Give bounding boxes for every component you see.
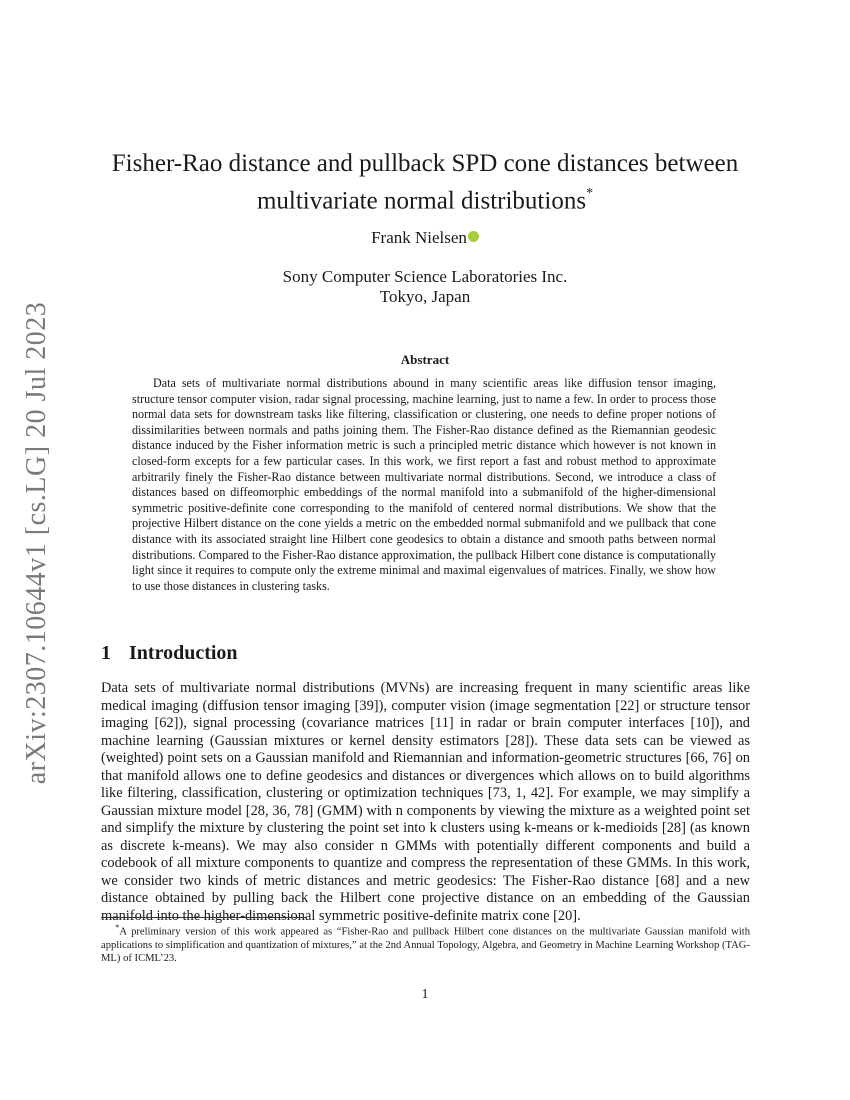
author [100, 228, 750, 248]
affiliation-line-2: Tokyo, Japan [379, 287, 471, 306]
footnote-text: A preliminary version of this work appeared as “Fisher-Rao and pullback Hilbert cone distances on the multivariate Gaussian manifold with applications to simplification and quantization of mixtures,” at the 2nd Annual Topology, Algebra, and Geometry in Machine Learning Workshop (TAG-ML) of ICML’23. [101, 926, 750, 964]
footnote-mark: * [115, 922, 120, 932]
arxiv-identifier-text: arXiv:2307.10644v1 [cs.LG] 20 Jul 2023 [21, 301, 52, 785]
title-line-1: Fisher-Rao distance and pullback SPD cone distances between [111, 150, 739, 177]
author-name: Frank Nielsen [371, 228, 467, 247]
title-footnote-mark: * [586, 186, 594, 201]
affiliation-line-1: Sony Computer Science Laboratories Inc. [282, 267, 568, 286]
footnote-divider [101, 917, 306, 918]
footnote [101, 921, 750, 965]
section-title: Introduction [129, 642, 238, 664]
paper-title [100, 148, 750, 217]
section-number: 1 [101, 642, 111, 664]
affiliation [100, 267, 750, 307]
title-line-2: multivariate normal distributions [256, 187, 587, 215]
abstract-text: Data sets of multivariate normal distributions abound in many scientific areas like diffusion tensor imaging, structure tensor computer vision, radar signal processing, machine learning, just to name a few. In order to process those normal data sets for downstream tasks like filtering, classification or clustering, one needs to define proper notions of dissimilarities between normals and paths joining them. The Fisher-Rao distance defined as the Riemannian geodesic distance induced by the Fisher information metric is such a principled metric distance which however is not known in closed-form excepts for a few particular cases. In this work, we first report a fast and robust method to approximate arbitrarily finely the Fisher-Rao distance between multivariate normal distributions. Second, we introduce a class of distances based on diffeomorphic embeddings of the normal manifold into a submanifold of the higher-dimensional symmetric positive-definite cone corresponding to the manifold of centered normal distributions. We show that the projective Hilbert distance on the cone yields a metric on the embedded normal submanifold and we pullback that cone distance with its associated straight line Hilbert cone geodesics to obtain a distance and smooth paths between normal distributions. Compared to the Fisher-Rao distance approximation, the pullback Hilbert cone distance is computationally light since it requires to compute only the extreme minimal and maximal eigenvalues of matrices. Finally, we show how to use those distances in clustering tasks. [132, 376, 716, 593]
arxiv-identifier [17, 301, 57, 785]
orcid-icon[interactable] [468, 231, 479, 242]
introduction-text: Data sets of multivariate normal distributions (MVNs) are increasing frequent in many scientific areas like medical imaging (diffusion tensor imaging [39]), computer vision (image segmentation [22] or structure tensor imaging [62]), signal processing (covariance matrices [11] in radar or brain computer interfaces [10]), and machine learning (Gaussian mixtures or kernel density estimators [28]). These data sets can be viewed as (weighted) point sets on a Gaussian manifold and Riemannian and information-geometric structures [66, 76] on that manifold allows one to define geodesics and distances or divergences which allows on to build algorithms like filtering, classification, clustering or optimization techniques [73, 1, 42]. For example, we may simplify a Gaussian mixture model [28, 36, 78] (GMM) with n components by viewing the mixture as a weighted point set and simplify the mixture by clustering the point set into k clusters using k-means or k-medioids [28] (as known as discrete k-means). We may also consider n GMMs with potentially different components and build a codebook of all mixture components to quantize and compress the representation of these GMMs. In this work, we consider two kinds of metric distances and metric geodesics: The Fisher-Rao distance [68] and a new distance obtained by pulling back the Hilbert cone projective distance on an embedding of the Gaussian manifold into the higher-dimensional symmetric positive-definite matrix cone [20]. [101, 680, 750, 924]
section-heading [101, 642, 238, 665]
page-number: 1 [421, 987, 429, 1002]
abstract-heading: Abstract [400, 352, 450, 367]
